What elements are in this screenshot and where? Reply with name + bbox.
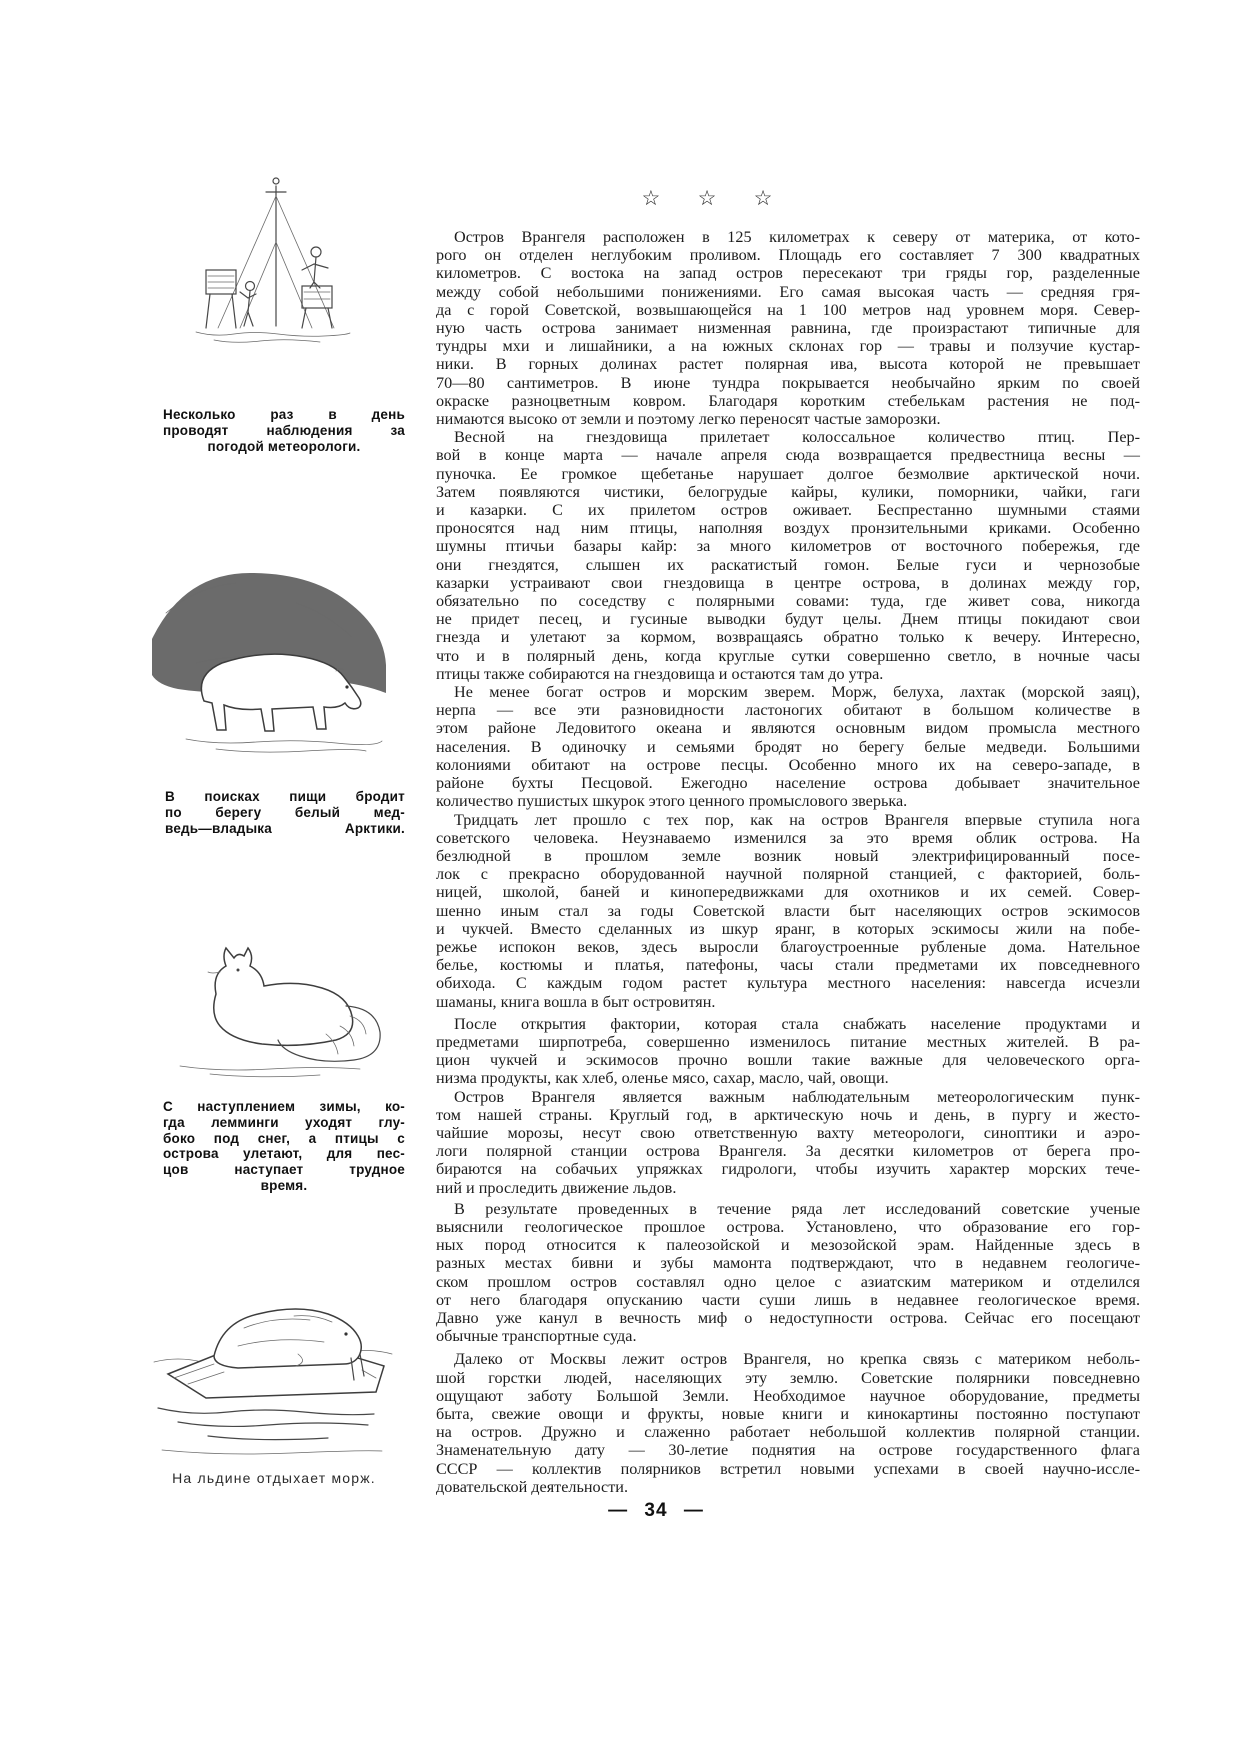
text-line: гнезда и улетают за кормом, возвращаясь обратно только к вечеру. Интересно, bbox=[436, 628, 1140, 647]
meteorologists-illustration bbox=[188, 170, 358, 402]
text-line: СССР — коллектив полярников встретил новыми успехами в своей научно-иссле- bbox=[436, 1459, 1140, 1478]
text-line: Остров Врангеля является важным наблюдательным метеорологическим пунк- bbox=[454, 1087, 1140, 1106]
text-line: Не менее богат остров и морским зверем. Морж, белуха, лахтак (морской заяц), bbox=[454, 683, 1140, 702]
text-line: казарки устраивают свои гнездовища в центре острова, в долинах между гор, bbox=[436, 573, 1140, 592]
text-line: чайшие морозы, несут свою ответственную вахту метеорологи, синоптики и аэро- bbox=[436, 1123, 1140, 1142]
caption-line: ведь—владыка Арктики. bbox=[165, 820, 405, 836]
text-line: они гнездятся, слышен их раскатистый гомон. Белые гуси и чернозобые bbox=[436, 555, 1140, 574]
caption-line: погодой метеорологи. bbox=[207, 438, 361, 454]
caption-line: проводят наблюдения за bbox=[163, 422, 405, 438]
text-line: советского человека. Неузнаваемо изменился за это время облик острова. На bbox=[436, 828, 1140, 847]
text-line: тундры мхи и лишайники, а на южных склонах гор — травы и ползучие кустар- bbox=[436, 337, 1140, 356]
text-line: проносятся над ним птицы, наполняя воздух пронзительными криками. Особенно bbox=[436, 519, 1140, 538]
figure-caption-arctic-fox bbox=[163, 1099, 405, 1194]
caption-line: время. bbox=[260, 1177, 308, 1193]
text-line: и чукчей. Вместо сделанных из шкур яранг, в которых эскимосы жили на побе- bbox=[436, 919, 1140, 938]
paragraph bbox=[436, 428, 1140, 683]
text-line: ний и проследить движение льдов. bbox=[436, 1178, 677, 1197]
text-line: Остров Врангеля расположен в 125 километрах к северу от материка, от кото- bbox=[454, 228, 1140, 246]
text-line: безлюдной в прошлом земле возник новый электрифицированный посе- bbox=[436, 846, 1140, 865]
page-number: — 34 — bbox=[608, 1500, 704, 1521]
walrus-sketch bbox=[148, 1212, 400, 1467]
text-line: что и в полярный день, когда круглые сутки совершенно светло, в ночные часы bbox=[436, 646, 1140, 665]
paragraph bbox=[436, 811, 1140, 1011]
caption-line: Несколько раз в день bbox=[163, 407, 405, 422]
text-line: птицы также собираются на гнездовища и остаются там до утра. bbox=[436, 664, 884, 683]
text-line: После открытия фактории, которая стала снабжать население продуктами и bbox=[454, 1014, 1140, 1033]
text-line: вой в конце марта — начале апреля сюда возвращается предвестница весны — bbox=[436, 446, 1140, 465]
paragraph bbox=[436, 1200, 1140, 1346]
text-line: колониями обитают на острове песцы. Особенно много их на северо-западе, в bbox=[436, 755, 1140, 774]
text-line: нерпа — все эти разновидности ластоногих обитают в большом количестве в bbox=[436, 701, 1140, 720]
text-line: Затем появляются чистики, белогрудые кайры, кулики, поморники, чайки, гаги bbox=[436, 482, 1140, 501]
caption-line: цов наступает трудное bbox=[163, 1162, 405, 1178]
text-line: да с горой Советской, возвышающейся на 1 100 метров над уровнем моря. Север- bbox=[436, 300, 1140, 319]
paragraph bbox=[436, 683, 1140, 810]
text-line: предметами ширпотреба, совершенно изменилось питание местных жителей. В ра- bbox=[436, 1032, 1140, 1051]
text-line: шумны птичьи базары кайр: за много километров от восточного побережья, где bbox=[436, 537, 1140, 556]
text-line: населения. В одиночку и семьями бродят но берегу белые медведи. Большими bbox=[436, 737, 1140, 756]
text-line: разных местах бивни и зубы мамонта подтверждают, что в недавнем геологиче- bbox=[436, 1254, 1140, 1273]
text-line: обихода. С каждым годом растет культура местного населения: навсегда исчезли bbox=[436, 974, 1140, 993]
text-line: логи полярной станции острова Врангеля. За десятки километров от берега про- bbox=[436, 1142, 1140, 1161]
text-line: Знаменательную дату — 30-летие поднятия на острове государственного флага bbox=[436, 1441, 1140, 1460]
text-line: этом районе Ледовитого океана и являются основным видом промысла местного bbox=[436, 719, 1140, 738]
text-line: 70—80 сантиметров. В июне тундра покрывается необычайно ярким по своей bbox=[436, 373, 1140, 392]
text-line: и казарки. С их прилетом остров оживает. Беспрестанно шумными стаями bbox=[436, 501, 1140, 520]
text-line: ницей, школой, баней и кинопередвижками для охотников и их семей. Совер- bbox=[436, 883, 1140, 902]
caption-line: боко под снег, а птицы с bbox=[163, 1130, 405, 1146]
weather-station-sketch bbox=[188, 170, 358, 402]
text-line: окраске разноцветным ковром. Благодаря коротким стебелькам растения не под- bbox=[436, 391, 1140, 410]
text-line: Давно уже канул в вечность миф о недоступности острова. Сейчас его посещают bbox=[436, 1308, 1140, 1327]
walrus-illustration bbox=[148, 1212, 400, 1467]
text-line: шенно иным стал за годы Советской власти быт населяющих остров эскимосов bbox=[436, 901, 1140, 920]
text-line: километров. С востока на запад остров пересекают три гряды гор, разделенные bbox=[436, 264, 1140, 283]
polar-bear-illustration bbox=[146, 543, 394, 783]
text-line: между собой небольшими понижениями. Его самая высокая часть — средняя гря- bbox=[436, 282, 1140, 301]
text-line: белье, костюмы и платья, патефоны, часы стали предметами их повседневного bbox=[436, 956, 1140, 975]
paragraph bbox=[436, 1015, 1140, 1088]
polar-bear-sketch bbox=[146, 543, 394, 783]
figure-caption-meteorologists bbox=[163, 407, 405, 454]
text-line: В результате проведенных в течение ряда лет исследований советские ученые bbox=[454, 1199, 1140, 1218]
text-line: том нашей страны. Круглый год, в арктическую ночь и день, в пургу и жесто- bbox=[436, 1105, 1140, 1124]
arctic-fox-illustration bbox=[150, 876, 390, 1086]
figure-caption-polar-bear bbox=[165, 789, 405, 836]
caption-line: В поисках пищи бродит bbox=[165, 789, 405, 804]
text-line: Весной на гнездовища прилетает колоссальное количество птиц. Пер- bbox=[454, 428, 1140, 447]
text-line: быта, свежие овощи и фрукты, новые книги и кинокартины постоянно поступают bbox=[436, 1405, 1140, 1423]
caption-line: С наступлением зимы, ко- bbox=[163, 1099, 405, 1114]
text-line: ную часть острова занимает низменная равнина, где произрастают типичные для bbox=[436, 319, 1140, 338]
caption-line: На льдине отдыхает морж. bbox=[172, 1470, 376, 1486]
caption-line: гда лемминги уходят глу- bbox=[163, 1114, 405, 1130]
text-line: ощущают заботу Большой Земли. Необходимое научное оборудование, предметы bbox=[436, 1386, 1140, 1405]
section-divider-stars: ☆ ☆ ☆ bbox=[641, 186, 789, 210]
text-line: режье испокон веков, здесь выросли благоустроенные рубленые дома. Нательное bbox=[436, 937, 1140, 956]
text-line: Далеко от Москвы лежит остров Врангеля, но крепка связь с материком неболь- bbox=[454, 1350, 1140, 1369]
text-line: выяснили геологическое прошлое острова. Установлено, что образование его гор- bbox=[436, 1217, 1140, 1236]
paragraph bbox=[436, 1088, 1140, 1197]
figure-caption-walrus bbox=[148, 1471, 400, 1487]
text-line: Тридцать лет прошло с тех пор, как на остров Врангеля впервые ступила нога bbox=[454, 810, 1140, 829]
text-line: низма продукты, как хлеб, оленье мясо, сахар, масло, чай, овощи. bbox=[436, 1069, 889, 1088]
text-line: районе бухты Песцовой. Ежегодно население острова добывает значительное bbox=[436, 774, 1140, 793]
caption-line: по берегу белый мед- bbox=[165, 804, 405, 820]
paragraph bbox=[436, 1350, 1140, 1496]
text-line: ники. В горных долинах растет полярная ива, высота которой не превышает bbox=[436, 355, 1140, 374]
paragraph bbox=[436, 228, 1140, 428]
text-line: ных пород относится к палеозойской и мезозойской эрам. Найденные здесь в bbox=[436, 1236, 1140, 1255]
text-line: количество пушистых шкурок этого ценного промыслового зверька. bbox=[436, 792, 908, 811]
text-line: не придет песец, и гусиные выводки будут целы. Днем птицы покидают свои bbox=[436, 610, 1140, 629]
caption-line: острова улетают, для пес- bbox=[163, 1146, 405, 1162]
text-line: на остров. Дружно и слаженно работает небольшой коллектив полярной станции. bbox=[436, 1423, 1140, 1442]
text-line: довательской деятельности. bbox=[436, 1477, 628, 1496]
text-line: от него благодаря опусканию части суши лишь в недавнее геологическое время. bbox=[436, 1290, 1140, 1309]
article-text bbox=[436, 228, 1140, 1496]
text-line: шой горстки людей, населяющих эту землю. Советские полярники повседневно bbox=[436, 1368, 1140, 1387]
text-line: пуночка. Ее громкое щебетанье нарушает долгое безмолвие арктической ночи. bbox=[436, 464, 1140, 483]
arctic-fox-sketch bbox=[150, 876, 390, 1086]
text-line: рого он отделен неглубоким проливом. Площадь его составляет 7 300 квадратных bbox=[436, 246, 1140, 265]
text-line: ском прошлом остров составлял одно целое с азиатским материком и отделился bbox=[436, 1272, 1140, 1291]
text-line: обычные транспортные суда. bbox=[436, 1327, 637, 1346]
text-line: цион чукчей и эскимосов прочно вошли такие важные для человеческого орга- bbox=[436, 1051, 1140, 1070]
text-line: бираются на собачьих упряжках гидрологи, чтобы изучить характер морских тече- bbox=[436, 1160, 1140, 1179]
text-line: лок с прекрасно оборудованной научной полярной станцией, с факторией, боль- bbox=[436, 865, 1140, 884]
text-line: шаманы, книга вошла в быт островитян. bbox=[436, 992, 716, 1011]
text-line: нимаются высоко от земли и поэтому легко переносят частые заморозки. bbox=[436, 410, 941, 429]
text-line: обязательно по соседству с полярными совами: туда, где живет сова, никогда bbox=[436, 592, 1140, 611]
